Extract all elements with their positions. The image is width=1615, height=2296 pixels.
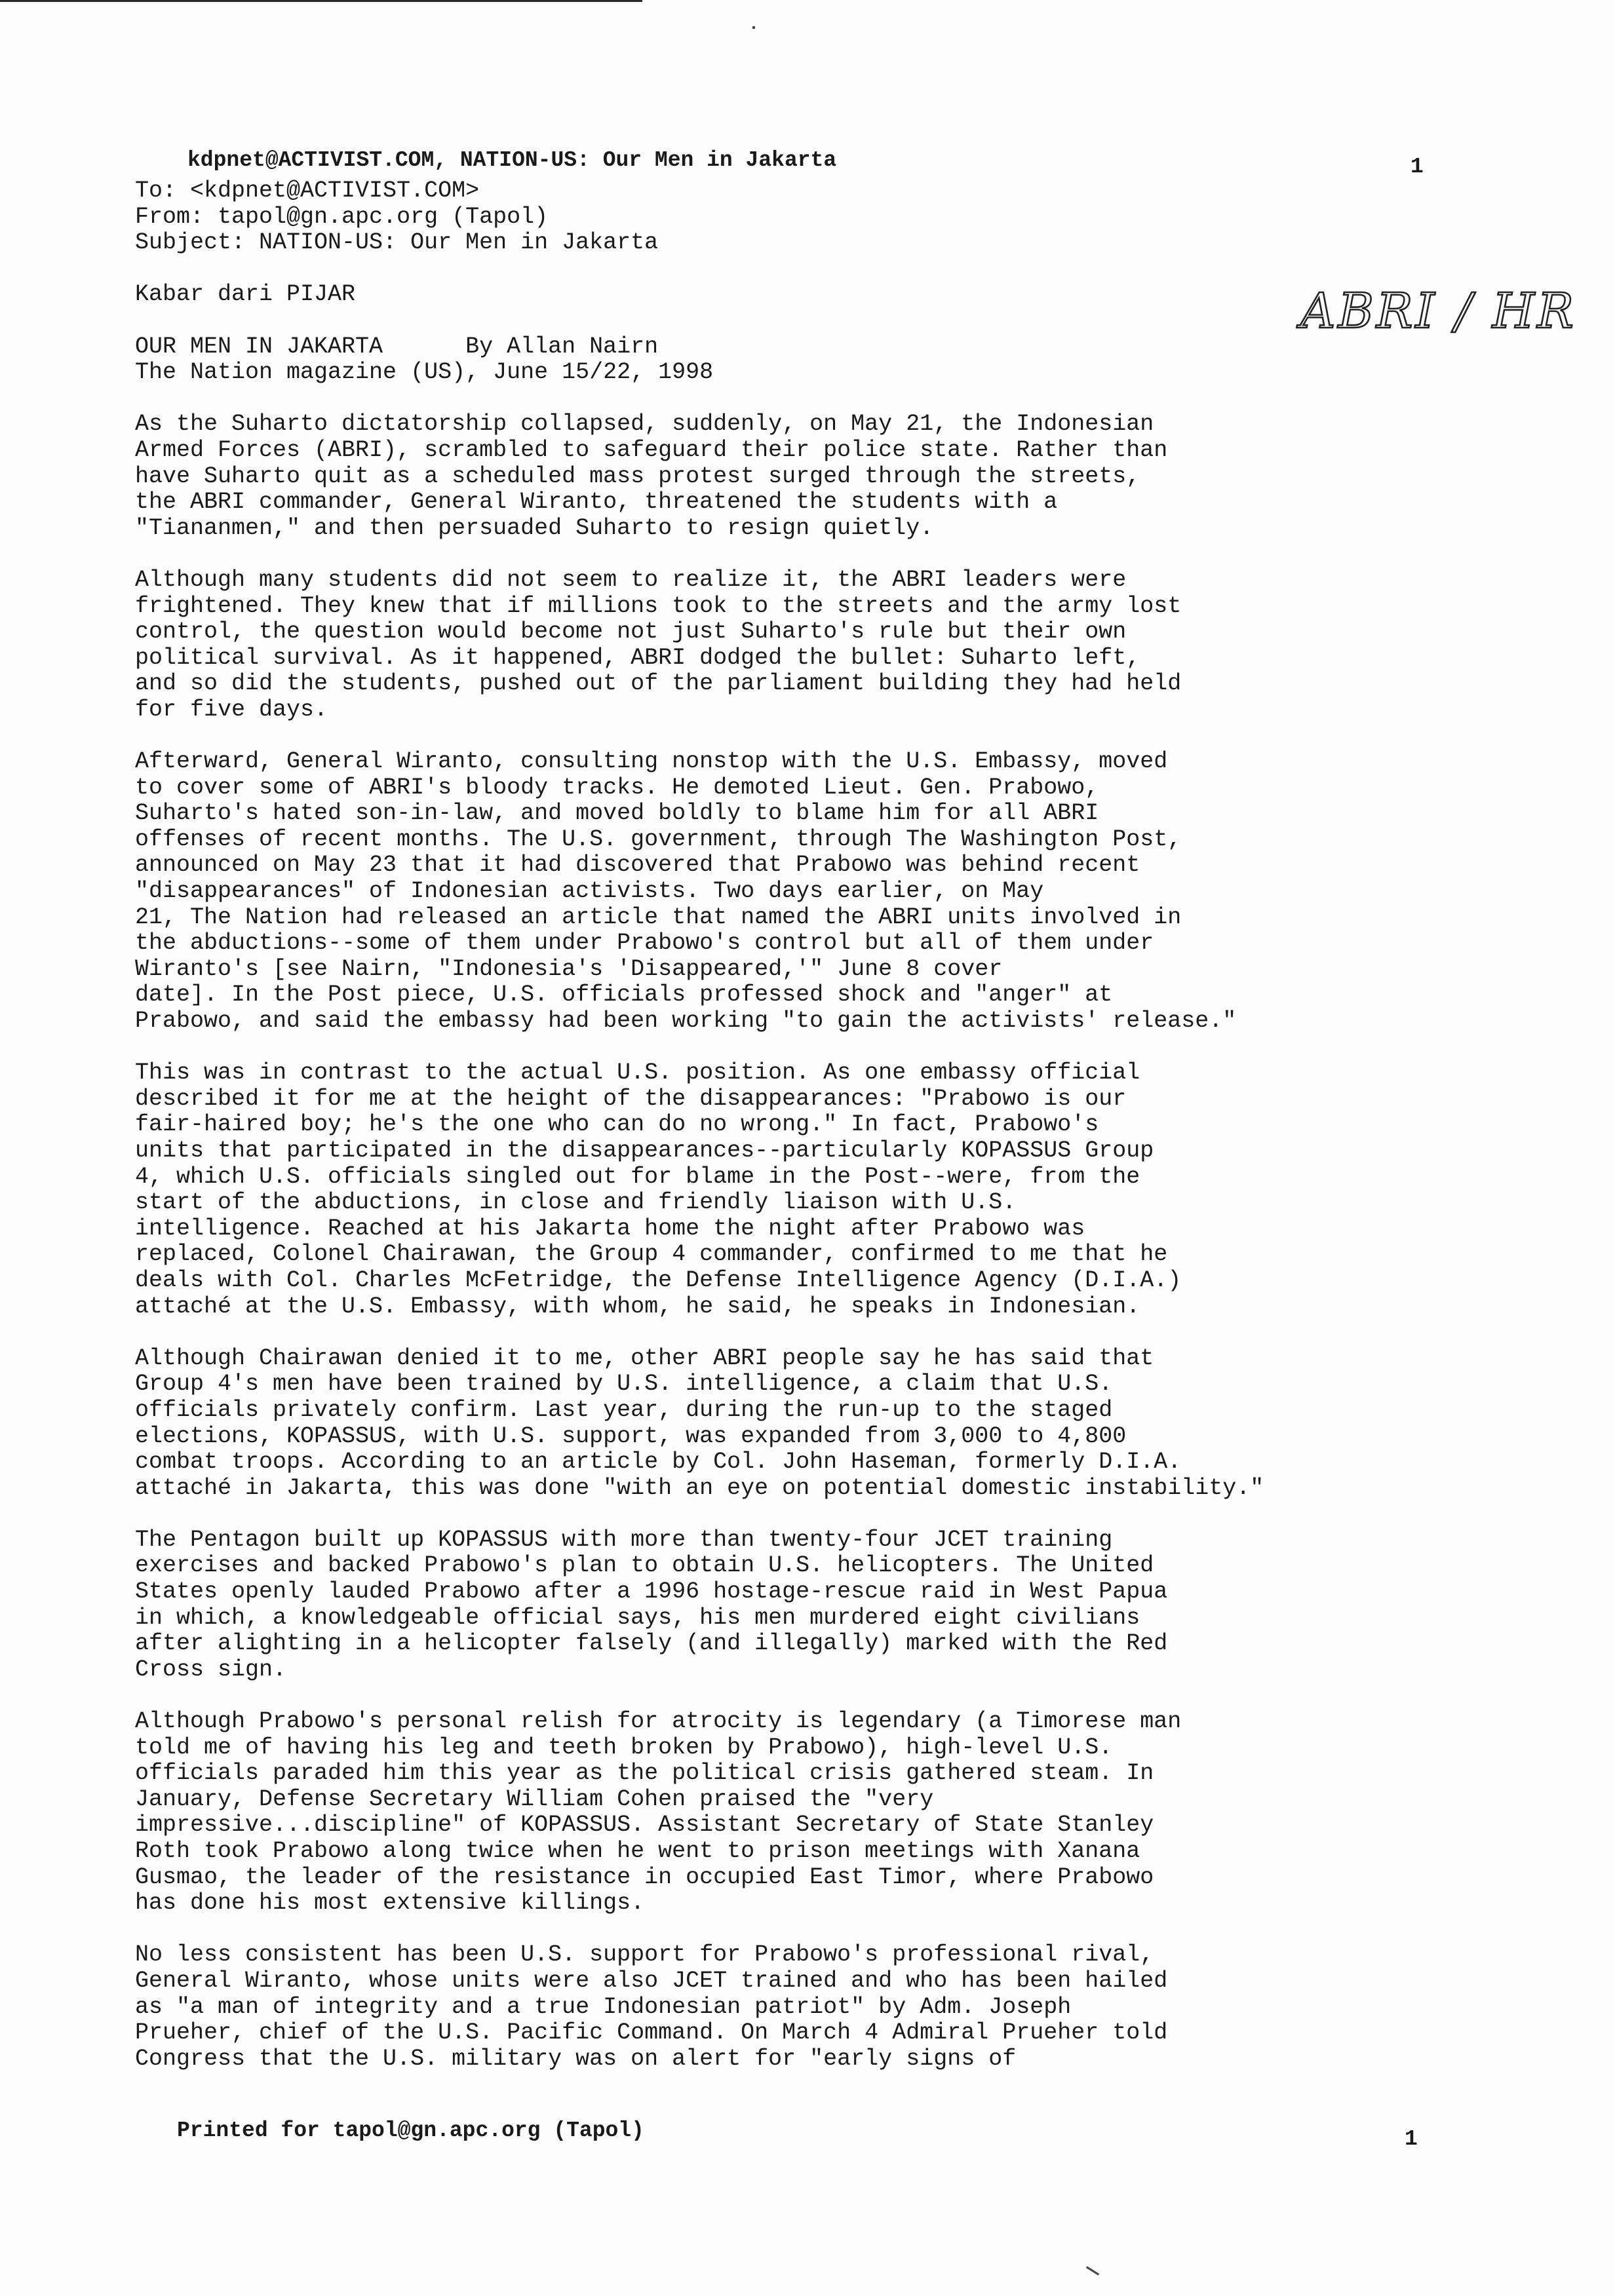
paragraph-line: Roth took Prabowo along twice when he went to prison meetings with Xanana <box>135 1838 1140 1864</box>
scan-edge-line <box>0 0 642 2</box>
page-number-bottom: 1 <box>1405 2127 1418 2151</box>
paragraph-line: Wiranto's [see Nairn, "Indonesia's 'Disappeared,'" June 8 cover <box>135 955 1003 982</box>
paragraph-line: Although many students did not seem to realize it, the ABRI leaders were <box>135 566 1127 593</box>
scan-speck <box>752 26 755 29</box>
email-header-to: To: <kdpnet@ACTIVIST.COM> <box>135 178 480 204</box>
paragraph-line: and so did the students, pushed out of the parliament building they had held <box>135 670 1182 697</box>
paragraph-line: deals with Col. Charles McFetridge, the Defense Intelligence Agency (D.I.A.) <box>135 1267 1182 1293</box>
paragraph-line: States openly lauded Prabowo after a 1996 hostage-rescue raid in West Papua <box>135 1578 1168 1605</box>
paragraph-line: fair-haired boy; he's the one who can do no wrong." In fact, Prabowo's <box>135 1111 1099 1138</box>
paragraph-line: offenses of recent months. The U.S. government, through The Washington Post, <box>135 826 1182 852</box>
paragraph-line: officials paraded him this year as the political crisis gathered steam. In <box>135 1760 1154 1787</box>
paragraph-line: as "a man of integrity and a true Indonesian patriot" by Adm. Joseph <box>135 1993 1072 2020</box>
byline-title: OUR MEN IN JAKARTA By Allan Nairn <box>135 333 659 360</box>
paragraph-line: attaché in Jakarta, this was done "with an eye on potential domestic instability." <box>135 1474 1264 1501</box>
paragraph-line: Suharto's hated son-in-law, and moved boldly to blame him for all ABRI <box>135 800 1099 827</box>
paragraph-line: The Pentagon built up KOPASSUS with more than twenty-four JCET training <box>135 1526 1113 1553</box>
paragraph-line: the abductions--some of them under Prabowo's control but all of them under <box>135 930 1154 957</box>
paragraph-line: attaché at the U.S. Embassy, with whom, he said, he speaks in Indonesian. <box>135 1293 1140 1320</box>
page-number-top: 1 <box>1411 155 1424 179</box>
paragraph-line: frightened. They knew that if millions took to the streets and the army lost <box>135 592 1182 619</box>
intro-line: Kabar dari PIJAR <box>135 281 356 308</box>
paragraph-line: Although Prabowo's personal relish for atrocity is legendary (a Timorese man <box>135 1708 1182 1735</box>
paragraph-line: told me of having his leg and teeth broken by Prabowo), high-level U.S. <box>135 1734 1113 1761</box>
paragraph-line: in which, a knowledgeable official says, his men murdered eight civilians <box>135 1604 1140 1631</box>
paragraph-line: General Wiranto, whose units were also JCET trained and who has been hailed <box>135 1967 1168 1994</box>
paragraph-line: for five days. <box>135 696 328 723</box>
paragraph-line: described it for me at the height of the disappearances: "Prabowo is our <box>135 1085 1127 1112</box>
paragraph-line: intelligence. Reached at his Jakarta home the night after Prabowo was <box>135 1215 1085 1242</box>
paragraph-line: "disappearances" of Indonesian activists. Two days earlier, on May <box>135 878 1044 905</box>
paragraph-line: As the Suharto dictatorship collapsed, suddenly, on May 21, the Indonesian <box>135 411 1154 438</box>
paragraph-line: has done his most extensive killings. <box>135 1890 645 1917</box>
handwritten-note-text: ABRI / HR <box>1300 283 1576 339</box>
paragraph-line: "Tiananmen," and then persuaded Suharto to resign quietly. <box>135 514 934 541</box>
paragraph-line: 4, which U.S. officials singled out for blame in the Post--were, from the <box>135 1163 1140 1190</box>
handwritten-note <box>1298 236 1576 380</box>
paragraph-line: replaced, Colonel Chairawan, the Group 4 commander, confirmed to me that he <box>135 1241 1168 1268</box>
email-header-from: From: tapol@gn.apc.org (Tapol) <box>135 203 549 230</box>
paragraph-line: political survival. As it happened, ABRI dodged the bullet: Suharto left, <box>135 644 1140 671</box>
paragraph-line: Afterward, General Wiranto, consulting nonstop with the U.S. Embassy, moved <box>135 748 1168 775</box>
paragraph-line: units that participated in the disappearances--particularly KOPASSUS Group <box>135 1137 1154 1164</box>
paragraph-line: announced on May 23 that it had discovered that Prabowo was behind recent <box>135 852 1140 879</box>
paragraph-line: control, the question would become not just Suharto's rule but their own <box>135 619 1127 645</box>
paragraph-line: No less consistent has been U.S. support for Prabowo's professional rival, <box>135 1942 1154 1968</box>
paragraph-line: exercises and backed Prabowo's plan to obtain U.S. helicopters. The United <box>135 1552 1154 1579</box>
paragraph-line: after alighting in a helicopter falsely (and illegally) marked with the Red <box>135 1630 1168 1657</box>
paragraph-line: officials privately confirm. Last year, during the run-up to the staged <box>135 1396 1113 1423</box>
printed-for-footer: Printed for tapol@gn.apc.org (Tapol) <box>177 2118 644 2143</box>
paragraph-line: Congress that the U.S. military was on alert for "early signs of <box>135 2045 1017 2072</box>
document-body <box>135 178 1420 2072</box>
paragraph-line: This was in contrast to the actual U.S. position. As one embassy official <box>135 1060 1140 1086</box>
paragraph-line: Armed Forces (ABRI), scrambled to safeguard their police state. Rather than <box>135 436 1168 463</box>
article-paragraphs <box>135 386 1420 2073</box>
byline-source: The Nation magazine (US), June 15/22, 1998 <box>135 359 714 386</box>
paragraph-line: combat troops. According to an article by Col. John Haseman, formerly D.I.A. <box>135 1449 1182 1476</box>
paragraph-line: Prueher, chief of the U.S. Pacific Command. On March 4 Admiral Prueher told <box>135 2019 1168 2046</box>
paragraph-line: to cover some of ABRI's bloody tracks. He demoted Lieut. Gen. Prabowo, <box>135 774 1099 801</box>
paragraph-line: date]. In the Post piece, U.S. officials professed shock and "anger" at <box>135 982 1113 1008</box>
scan-speck <box>1086 2266 1099 2275</box>
paragraph-line: Gusmao, the leader of the resistance in occupied East Timor, where Prabowo <box>135 1864 1154 1890</box>
paragraph-line: Cross sign. <box>135 1656 287 1683</box>
paragraph-line: start of the abductions, in close and friendly liaison with U.S. <box>135 1189 1017 1216</box>
paragraph-line: 21, The Nation had released an article that named the ABRI units involved in <box>135 904 1182 930</box>
paragraph-line: elections, KOPASSUS, with U.S. support, was expanded from 3,000 to 4,800 <box>135 1423 1127 1449</box>
paragraph-line: impressive...discipline" of KOPASSUS. Assistant Secretary of State Stanley <box>135 1812 1154 1839</box>
page-header-title: kdpnet@ACTIVIST.COM, NATION-US: Our Men in Jakarta <box>187 148 837 172</box>
paragraph-line: January, Defense Secretary William Cohen praised the "very <box>135 1786 934 1812</box>
paragraph-line: Although Chairawan denied it to me, other ABRI people say he has said that <box>135 1345 1154 1371</box>
paragraph-line: the ABRI commander, General Wiranto, threatened the students with a <box>135 489 1058 516</box>
paragraph-line: Prabowo, and said the embassy had been working "to gain the activists' release." <box>135 1008 1237 1034</box>
paragraph-line: Group 4's men have been trained by U.S. intelligence, a claim that U.S. <box>135 1371 1113 1398</box>
paragraph-line: have Suharto quit as a scheduled mass protest surged through the streets, <box>135 463 1140 489</box>
email-header-subject: Subject: NATION-US: Our Men in Jakarta <box>135 229 659 256</box>
